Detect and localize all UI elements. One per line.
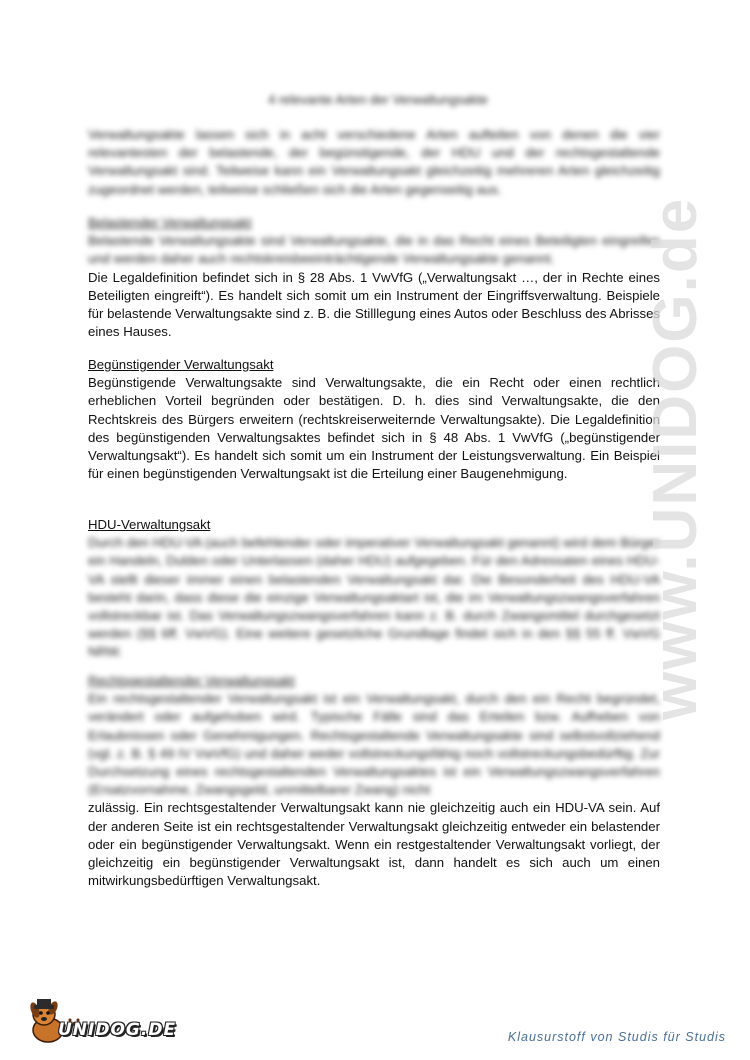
section-heading: Begünstigender Verwaltungsakt: [88, 357, 274, 372]
section-beguenstigend: [88, 356, 660, 483]
watermark-text: www.UNIDOG.de: [641, 196, 710, 720]
intro-paragraph: [88, 126, 660, 199]
logo-text: UNIDOG.DE: [58, 1020, 177, 1040]
section-text-blurred: Ein rechtsgestaltender Verwaltungsakt ist ein Verwaltungsakt, durch den ein Recht begründet, verändert oder aufgehoben wird. Typische Fälle sind das Erteilen bzw. Aufheben von Erlaubnissen oder Genehmigungen. Rechtsgestaltende Verwaltungsakte sind selbstvollziehend (vgl. z. B. § 49 IV VwVfG) und daher weder vollstreckungsfähig noch vollstreckungsbedürftig. Zur Durchsetzung eines rechtsgestaltenden Verwaltungsaktes ist ein Verwaltungszwangsverfahren (Ersatzvornahme, Zwangsgeld, unmittelbarer Zwang) nicht: [88, 691, 660, 798]
section-text: Begünstigende Verwaltungsakte sind Verwaltungsakte, die ein Recht oder einen rechtlich erheblichen Vorteil begründen oder bestätigen. D. h. dies sind Verwaltungsakte, die den Rechtskreis des Bürgers erweitern (rechtskreiserweiternde Verwaltungsakte). Die Legaldefinition des begünstigenden Verwaltungsaktes befindet sich in § 48 Abs. 1 VwVfG („begünstigender Verwaltungsakt“). Es handelt sich somit um ein Instrument der Leistungsverwaltung. Ein Beispiel für einen begünstigenden Verwaltungsakt ist die Erteilung einer Baugenehmigung.: [88, 375, 660, 482]
document-title: 4 relevante Arten der Verwaltungsakte: [268, 92, 488, 107]
intro-text: Verwaltungsakte lassen sich in acht verschiedene Arten aufteilen von denen die vier relevantesten der belastende, der begünstigende, der HDU und der rechtsgestaltende Verwaltungsakt sind. Teilweise kann ein Verwaltungsakt gleichzeitig mehreren Arten gleichzeitig zugeordnet werden, teilweise schließen sich die Arten gegenseitig aus.: [88, 127, 660, 197]
section-heading: Rechtsgestaltender Verwaltungsakt: [88, 673, 295, 688]
section-text: zulässig. Ein rechtsgestaltender Verwaltungsakt kann nie gleichzeitig auch ein HDU-VA sein. Auf der anderen Seite ist ein rechtsgestaltender Verwaltungsakt gleichzeitig entweder ein belastender oder ein begünstigender Verwaltungsakt. Wenn ein restgestaltender Verwaltungsakt vorliegt, der gleichzeitig ein begünstigender Verwaltungsakt ist, dann handelt es sich auch um einen mitwirkungsbedürftigen Verwaltungsakt.: [88, 800, 660, 889]
section-text-blurred: Durch den HDU-VA (auch befehlender oder imperativer Verwaltungsakt genannt) wird dem Bürger ein Handeln, Dulden oder Unterlassen (daher HDU) aufgegeben. Für den Adressaten eines HDU-VA stellt dieser immer einen belastenden Verwaltungsakt dar. Die Besonderheit des HDU-VA besteht darin, dass diese die einzige Verwaltungsaktart ist, die im Verwaltungszwangsverfahren vollstreckbar ist. Das Verwaltungszwangsverfahren kann z. B. durch Zwangsmittel durchgesetzt werden (§§ 6ff. VwVG). Eine weitere gesetzliche Grundlage findet sich in den §§ 55 ff. VwVG NRW.: [88, 535, 660, 660]
section-belastend: [88, 214, 660, 341]
section-heading: HDU-Verwaltungsakt: [88, 517, 211, 532]
section-rechtsgestaltend: [88, 672, 660, 890]
section-hdu: [88, 516, 660, 662]
brand-logo[interactable]: [24, 990, 224, 1050]
section-text-blurred: Belastende Verwaltungsakte sind Verwaltungsakte, die in das Recht eines Beteiligten eingreifen und werden daher auch rechtskreisbeeinträchtigende Verwaltungsakte genannt.: [88, 233, 660, 267]
section-text: Die Legaldefinition befindet sich in § 28 Abs. 1 VwVfG („Verwaltungsakt …, der in Rechte eines Beteiligten eingreift“). Es handelt sich somit um ein Instrument der Eingriffsverwaltung. Beispiele für belastende Verwaltungsakte sind z. B. die Stilllegung eines Autos oder Beschluss des Abrisses eines Hauses.: [88, 269, 660, 340]
footer-tagline: Klausurstoff von Studis für Studis: [507, 1030, 726, 1044]
section-heading: Belastender Verwaltungsakt: [88, 215, 252, 230]
